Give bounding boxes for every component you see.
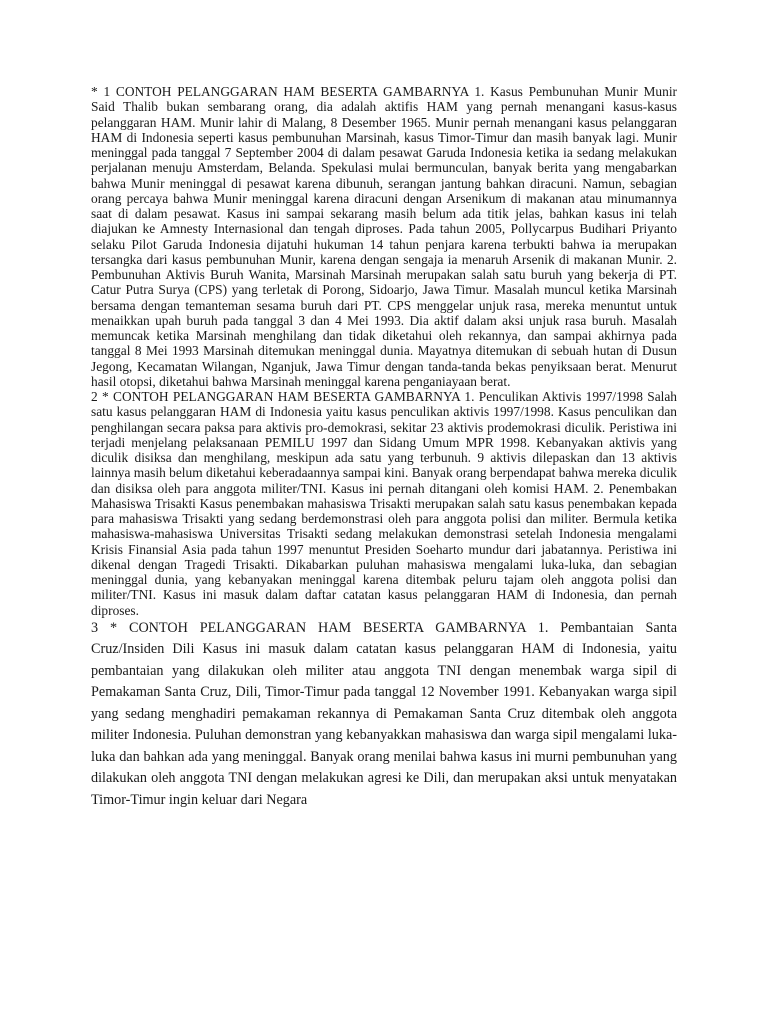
paragraph-3: 3 * CONTOH PELANGGARAN HAM BESERTA GAMBARNYA 1. Pembantaian Santa Cruz/Insiden Dili Kasus ini masuk dalam catatan kasus pelanggaran HAM di Indonesia, yaitu pembantaian yang dilakukan oleh militer atau anggota TNI dengan menembak warga sipil di Pemakaman Santa Cruz, Dili, Timor-Timur pada tanggal 12 November 1991. Kebanyakan warga sipil yang sedang menghadiri pemakaman rekannya di Pemakaman Santa Cruz ditembak oleh anggota militer Indonesia. Puluhan demonstran yang kebanyakkan mahasiswa dan warga sipil mengalami luka-luka dan bahkan ada yang meninggal. Banyak orang menilai bahwa kasus ini murni pembunuhan yang dilakukan oleh anggota TNI dengan melakukan agresi ke Dili, dan merupakan aksi untuk menyatakan Timor-Timur ingin keluar dari Negara (91, 619, 677, 808)
paragraph-2: 2 * CONTOH PELANGGARAN HAM BESERTA GAMBARNYA 1. Penculikan Aktivis 1997/1998 Salah satu kasus pelanggaran HAM di Indonesia yaitu kasus penculikan aktivis 1997/1998. Kasus penculikan dan penghilangan secara paksa para aktivis pro-demokrasi, sekitar 23 aktivis prodemokrasi diculik. Peristiwa ini terjadi menjelang pelaksanaan PEMILU 1997 dan Sidang Umum MPR 1998. Kebanyakan aktivis yang diculik disiksa dan menghilang, meskipun ada satu yang terbunuh. 9 aktivis dilepaskan dan 13 aktivis lainnya masih belum diketahui keberadaannya sampai kini. Banyak orang berpendapat bahwa mereka diculik dan disiksa oleh para anggota militer/TNI. Kasus ini pernah ditangani oleh komisi HAM. 2. Penembakan Mahasiswa Trisakti Kasus penembakan mahasiswa Trisakti merupakan salah satu kasus penembakan kepada para mahasiswa Trisakti yang sedang berdemonstrasi oleh para anggota polisi dan militer. Bermula ketika mahasiswa-mahasiswa Universitas Trisakti sedang melakukan demonstrasi setelah Indonesia mengalami Krisis Finansial Asia pada tahun 1997 menuntut Presiden Soeharto mundur dari jabatannya. Peristiwa ini dikenal dengan Tragedi Trisakti. Dikabarkan puluhan mahasiswa mengalami luka-luka, dan sebagian meninggal dunia, yang kebanyakan meninggal karena ditembak peluru tajam oleh anggota polisi dan militer/TNI. Kasus ini masuk dalam daftar catatan kasus pelanggaran HAM di Indonesia, dan pernah diproses. (91, 389, 677, 618)
paragraph-1: * 1 CONTOH PELANGGARAN HAM BESERTA GAMBARNYA 1. Kasus Pembunuhan Munir Munir Said Thalib bukan sembarang orang, dia adalah aktifis HAM yang pernah menangani kasus-kasus pelanggaran HAM. Munir lahir di Malang, 8 Desember 1965. Munir pernah menangani kasus pelanggaran HAM di Indonesia seperti kasus pembunuhan Marsinah, kasus Timor-Timur dan masih banyak lagi. Munir meninggal pada tanggal 7 September 2004 di dalam pesawat Garuda Indonesia ketika ia sedang melakukan perjalanan menuju Amsterdam, Belanda. Spekulasi mulai bermunculan, banyak berita yang mengabarkan bahwa Munir meninggal di pesawat karena dibunuh, serangan jantung bahkan diracuni. Namun, sebagian orang percaya bahwa Munir meninggal karena diracuni dengan Arsenikum di makanan atau minumannya saat di dalam pesawat. Kasus ini sampai sekarang masih belum ada titik jelas, bahkan kasus ini telah diajukan ke Amnesty Internasional dan tengah diproses. Pada tahun 2005, Pollycarpus Budihari Priyanto selaku Pilot Garuda Indonesia dijatuhi hukuman 14 tahun penjara karena terbukti bahwa ia merupakan tersangka dari kasus pembunuhan Munir, karena dengan sengaja ia menaruh Arsenik di makanan Munir. 2. Pembunuhan Aktivis Buruh Wanita, Marsinah Marsinah merupakan salah satu buruh yang bekerja di PT. Catur Putra Surya (CPS) yang terletak di Porong, Sidoarjo, Jawa Timur. Masalah muncul ketika Marsinah bersama dengan temanteman sesama buruh dari PT. CPS menggelar unjuk rasa, mereka menuntut untuk menaikkan upah buruh pada tanggal 3 dan 4 Mei 1993. Dia aktif dalam aksi unjuk rasa buruh. Masalah memuncak ketika Marsinah menghilang dan tidak diketahui oleh rekannya, dan sampai akhirnya pada tanggal 8 Mei 1993 Marsinah ditemukan meninggal dunia. Mayatnya ditemukan di sebuah hutan di Dusun Jegong, Kecamatan Wilangan, Nganjuk, Jawa Timur dengan tanda-tanda bekas penyiksaan berat. Menurut hasil otopsi, diketahui bahwa Marsinah meninggal karena penganiayaan berat. (91, 84, 677, 389)
document-page (91, 84, 677, 811)
